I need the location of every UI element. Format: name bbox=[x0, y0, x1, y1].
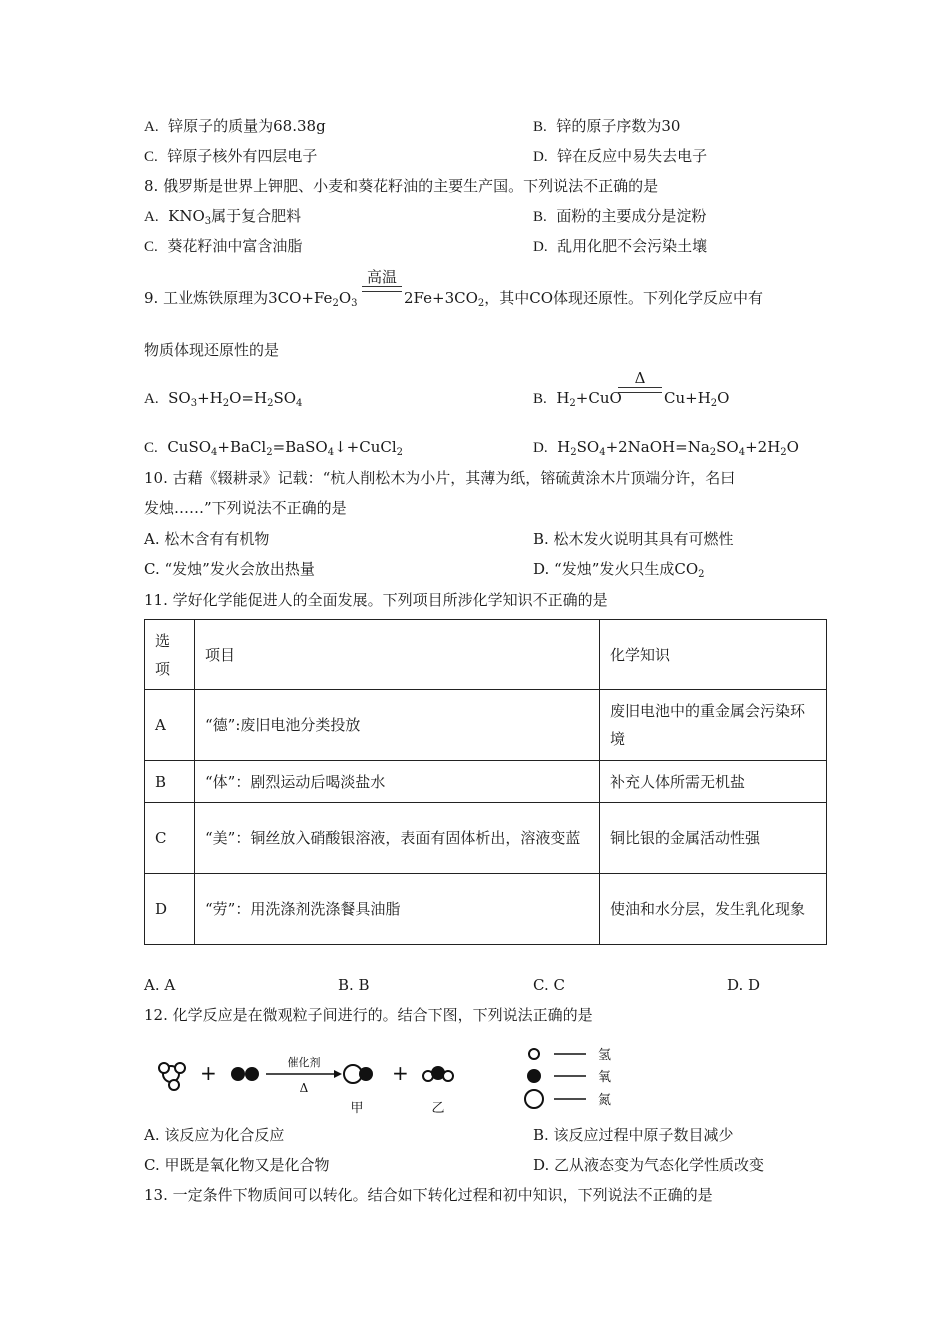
q12-stem: 12. 化学反应是在微观粒子间进行的。结合下图，下列说法正确的是 bbox=[144, 1006, 593, 1024]
q8-stem: 8. 俄罗斯是世界上钾肥、小麦和葵花籽油的主要生产国。下列说法不正确的是 bbox=[144, 177, 659, 195]
table-header-cell: 项目 bbox=[195, 620, 600, 690]
reaction-molecules bbox=[144, 1040, 474, 1120]
q10-stem-line2: 发烛……”下列说法不正确的是 bbox=[144, 499, 347, 517]
q10-option-a: A. 松木含有有机物 bbox=[144, 530, 270, 548]
legend-oxygen: 氧 bbox=[598, 1070, 612, 1085]
table-cell: 铜比银的金属活动性强 bbox=[600, 803, 827, 874]
table-cell: “美”：铜丝放入硝酸银溶液，表面有固体析出，溶液变蓝 bbox=[195, 803, 600, 874]
q12-option-d: D. 乙从液态变为气态化学性质改变 bbox=[533, 1156, 765, 1174]
q9-option-b-part1: B. $H_2+CuO$ bbox=[533, 389, 622, 409]
table-cell: B bbox=[145, 761, 195, 803]
q11-table bbox=[144, 619, 827, 945]
table-cell: 使油和水分层，发生乳化现象 bbox=[600, 874, 827, 945]
q10-option-b: B. 松木发火说明其具有可燃性 bbox=[533, 530, 734, 548]
table-cell: C bbox=[145, 803, 195, 874]
q7-option-c: C. 锌原子核外有四层电子 bbox=[144, 147, 318, 165]
table-cell: “劳”：用洗涤剂洗涤餐具油脂 bbox=[195, 874, 600, 945]
q8-option-d: D. 乱用化肥不会污染土壤 bbox=[533, 237, 708, 255]
table-header-cell: 选项 bbox=[145, 620, 195, 690]
q9-option-b-condition: Δ bbox=[618, 369, 662, 393]
q10-stem-line1: 10. 古藉《辍耕录》记载：“杭人削松木为小片，其薄为纸，镕硫黄涂木片顶端分许，名曰 bbox=[144, 469, 736, 487]
table-cell: “体”：剧烈运动后喝淡盐水 bbox=[195, 761, 600, 803]
q9-option-d: D. $H_2SO_4+2NaOH=Na_2SO_4+2H_2O$ bbox=[533, 438, 799, 458]
q12-option-c: C. 甲既是氧化物又是化合物 bbox=[144, 1156, 330, 1174]
table-cell: 废旧电池中的重金属会污染环境 bbox=[600, 690, 827, 761]
label-yi: 乙 bbox=[431, 1101, 445, 1116]
catalyst-label: 催化剂 bbox=[287, 1056, 321, 1069]
nitric-oxide-molecule bbox=[344, 1065, 373, 1083]
table-row bbox=[145, 874, 827, 945]
table-cell: D bbox=[145, 874, 195, 945]
q9-option-a: A. $SO_3+H_2O=H_2SO_4$ bbox=[144, 389, 303, 409]
table-row bbox=[145, 803, 827, 874]
heat-label: Δ bbox=[299, 1081, 309, 1095]
legend-nitrogen: 氮 bbox=[598, 1093, 612, 1108]
label-jia: 甲 bbox=[350, 1101, 364, 1116]
q9-stem-part2: $2Fe+3CO_2$，其中CO体现还原性。下列化学反应中有 bbox=[404, 289, 764, 309]
q11-option-c: C. C bbox=[533, 976, 565, 994]
q11-option-b: B. B bbox=[338, 976, 370, 994]
q9-option-c: C. CuSO$_4$+BaCl$_2$=BaSO$_4$↓+CuCl$_2$ bbox=[144, 438, 404, 458]
q9-stem-line2: 物质体现还原性的是 bbox=[144, 341, 280, 359]
table-row bbox=[145, 690, 827, 761]
water-molecule bbox=[423, 1066, 453, 1081]
q13-stem: 13. 一定条件下物质间可以转化。结合如下转化过程和初中知识，下列说法不正确的是 bbox=[144, 1186, 713, 1204]
table-header-row bbox=[145, 620, 827, 690]
q10-option-d: D. “发烛”发火只生成$CO_2$ bbox=[533, 560, 705, 580]
table-row bbox=[145, 761, 827, 803]
q8-option-a: A. $KNO_3$属于复合肥料 bbox=[144, 207, 302, 227]
q9-reaction-condition: 高温 bbox=[362, 268, 402, 292]
q11-option-a: A. A bbox=[144, 976, 176, 994]
table-cell: 补充人体所需无机盐 bbox=[600, 761, 827, 803]
table-header-cell: 化学知识 bbox=[600, 620, 827, 690]
q12-option-b: B. 该反应过程中原子数目减少 bbox=[533, 1126, 734, 1144]
table-cell: A bbox=[145, 690, 195, 761]
q11-option-d: D. D bbox=[727, 976, 761, 994]
ammonia-molecule bbox=[159, 1063, 185, 1090]
q9-option-b-part2: $Cu+H_2O$ bbox=[664, 389, 730, 409]
q9-stem-part1: 9. 工业炼铁原理为$3CO+Fe_2O_3$ bbox=[144, 289, 358, 309]
plus-sign-1: + bbox=[200, 1061, 217, 1085]
legend-hydrogen: 氢 bbox=[598, 1048, 612, 1063]
q8-option-b: B. 面粉的主要成分是淀粉 bbox=[533, 207, 707, 225]
plus-sign-2: + bbox=[392, 1061, 409, 1085]
q10-option-c: C. “发烛”发火会放出热量 bbox=[144, 560, 315, 578]
q7-option-d: D. 锌在反应中易失去电子 bbox=[533, 147, 708, 165]
atom-legend bbox=[520, 1040, 630, 1115]
q7-option-a: A. 锌原子的质量为68.38g bbox=[144, 117, 326, 135]
q12-option-a: A. 该反应为化合反应 bbox=[144, 1126, 285, 1144]
q7-option-b: B. 锌的原子序数为30 bbox=[533, 117, 681, 135]
oxygen-molecule bbox=[231, 1067, 259, 1081]
table-cell: “德”:废旧电池分类投放 bbox=[195, 690, 600, 761]
q11-stem: 11. 学好化学能促进人的全面发展。下列项目所涉化学知识不正确的是 bbox=[144, 591, 608, 609]
q8-option-c: C. 葵花籽油中富含油脂 bbox=[144, 237, 303, 255]
